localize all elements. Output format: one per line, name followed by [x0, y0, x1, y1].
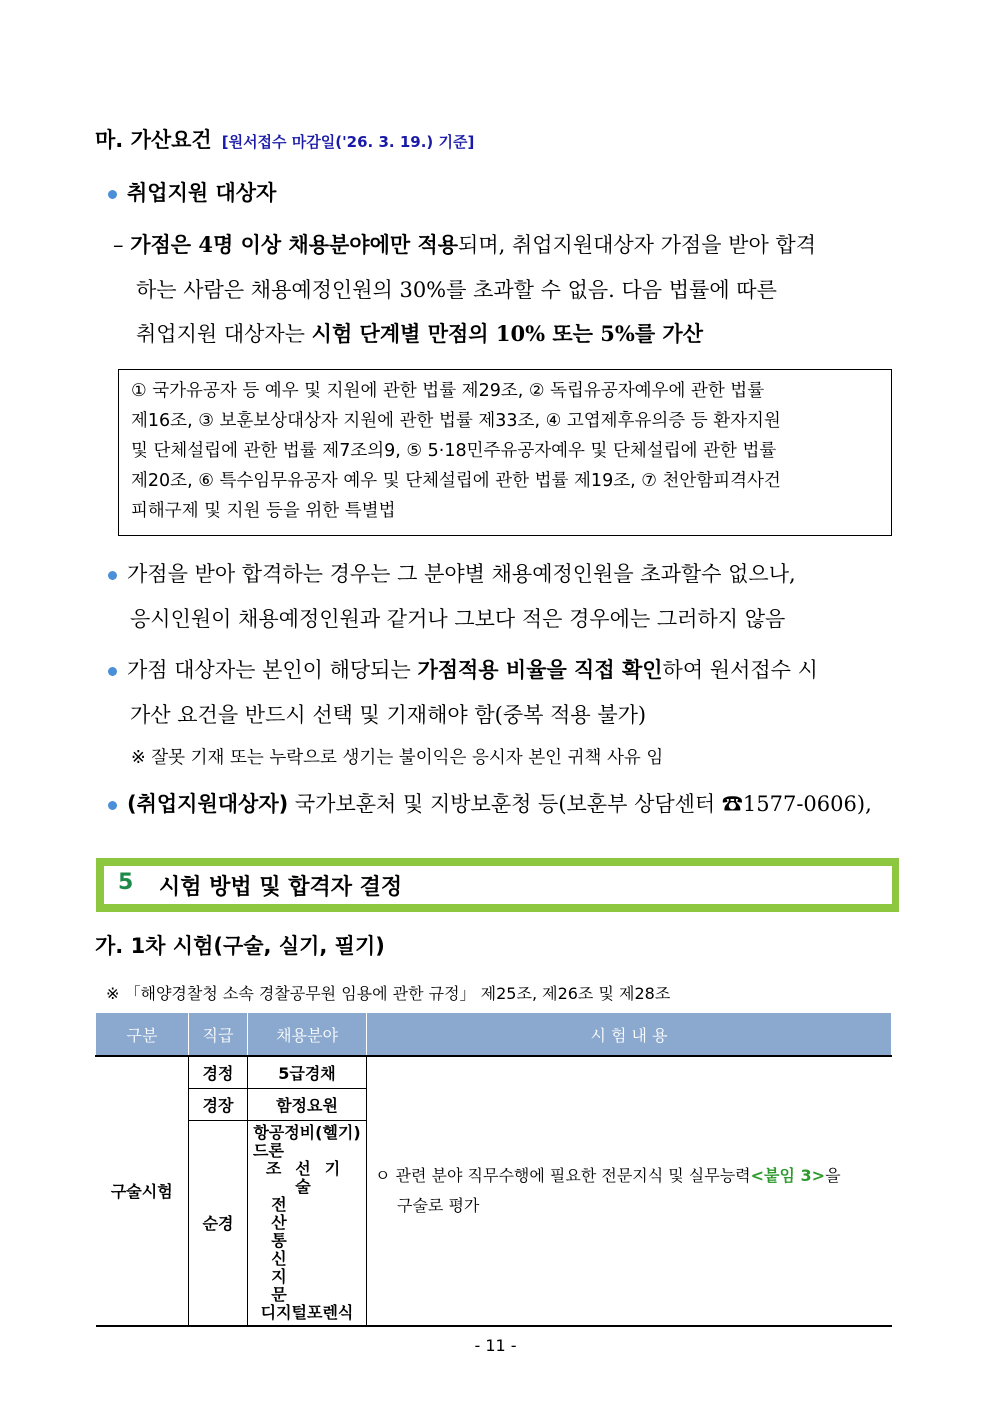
field-item: 조선기술 — [265, 1158, 355, 1196]
field-item: 항공정비(헬기) — [253, 1122, 361, 1142]
paragraph-line: 하는 사람은 채용예정인원의 30%를 초과할 수 없음. 다음 법률에 따른 — [136, 278, 777, 302]
table-header-row — [96, 1013, 892, 1056]
section-5-banner — [96, 858, 899, 912]
paragraph-line: 응시인원이 채용예정인원과 같거나 그보다 적은 경우에는 그러하지 않음 — [130, 607, 786, 631]
subheading: 가. 1차 시험(구술, 실기, 필기) — [95, 934, 385, 958]
field-item: 지문 — [271, 1266, 349, 1304]
rank-cell: 경정 — [189, 1056, 248, 1088]
table-header: 직급 — [189, 1013, 248, 1056]
section-number: 5 — [118, 870, 134, 895]
content-cell: ㅇ 관련 분야 직무수행에 필요한 전문지식 및 실무능력<붙임 3>을 구술로 평가 — [367, 1056, 892, 1326]
law-list-line: ① 국가유공자 등 예우 및 지원에 관한 법률 제29조, ② 독립유공자예우에 관한 법률 — [131, 381, 765, 401]
field-item: 디지털포렌식 — [260, 1302, 354, 1322]
law-list-line: 제16조, ③ 보훈보상대상자 지원에 관한 법률 제33조, ④ 고엽제후유의증 등 환자지원 — [131, 411, 781, 431]
field-cell: 5급경채 — [248, 1056, 367, 1088]
rank-cell: 경장 — [189, 1088, 248, 1120]
section-heading — [95, 124, 474, 154]
paragraph-line: 가산 요건을 반드시 선택 및 기재해야 함(중복 적용 불가) — [130, 703, 647, 727]
bullet-icon — [108, 667, 117, 676]
bullet-item-quota: 가점을 받아 합격하는 경우는 그 분야별 채용예정인원을 초과할수 없으나, — [108, 558, 796, 588]
law-list-box — [118, 369, 892, 536]
bullet-icon — [108, 801, 117, 810]
law-list-line: 제20조, ⑥ 특수임무유공자 예우 및 단체설립에 관한 법률 제19조, ⑦ 천안함피격사건 — [131, 471, 781, 491]
bullet-item-confirm: 가점 대상자는 본인이 해당되는 가점적용 비율을 직접 확인하여 원서접수 시 — [108, 654, 818, 684]
table-header: 시 험 내 용 — [367, 1013, 892, 1056]
reference-note: ※ 「해양경찰청 소속 경찰공무원 임용에 관한 규정」 제25조, 제26조 및 제28조 — [106, 984, 671, 1003]
field-cell: 함정요원 — [248, 1088, 367, 1120]
field-item: 드론 — [253, 1140, 284, 1160]
field-item: 전산 — [271, 1194, 349, 1232]
bullet-item-employment-support: 취업지원 대상자 — [108, 177, 276, 207]
rank-cell: 순경 — [189, 1120, 248, 1326]
law-list-line: 및 단체설립에 관한 법률 제7조의9, ⑤ 5·18민주유공자예우 및 단체설립에 관한 법률 — [131, 441, 777, 461]
section-title: 시험 방법 및 합격자 결정 — [159, 875, 403, 900]
exam-table — [95, 1013, 892, 1327]
bullet-item-contact: (취업지원대상자) 국가보훈처 및 지방보훈청 등(보훈부 상담센터 ☎1577-0606), — [108, 788, 872, 818]
bullet-icon — [108, 190, 117, 199]
paragraph-line: 취업지원 대상자는 시험 단계별 만점의 10% 또는 5%를 가산 — [136, 321, 703, 346]
note-line: ※ 잘못 기재 또는 누락으로 생기는 불이익은 응시자 본인 귀책 사유 임 — [131, 748, 664, 768]
field-item: 통신 — [271, 1230, 349, 1268]
field-list-cell — [248, 1120, 367, 1326]
table-header: 채용분야 — [248, 1013, 367, 1056]
attachment-ref: <붙임 3> — [750, 1165, 826, 1185]
table-header: 구분 — [96, 1013, 189, 1056]
bullet-icon — [108, 571, 117, 580]
section-heading-criteria: [원서접수 마감일('26. 3. 19.) 기준] — [221, 133, 475, 151]
law-list-line: 피해구제 및 지원 등을 위한 특별법 — [131, 501, 396, 521]
paragraph-line: – 가점은 4명 이상 채용분야에만 적용되며, 취업지원대상자 가점을 받아 합격 — [113, 232, 816, 257]
page-number: - 11 - — [474, 1336, 517, 1355]
table-row — [96, 1056, 892, 1088]
section-heading-title: 마. 가산요건 — [95, 128, 212, 152]
category-cell: 구술시험 — [96, 1056, 189, 1326]
